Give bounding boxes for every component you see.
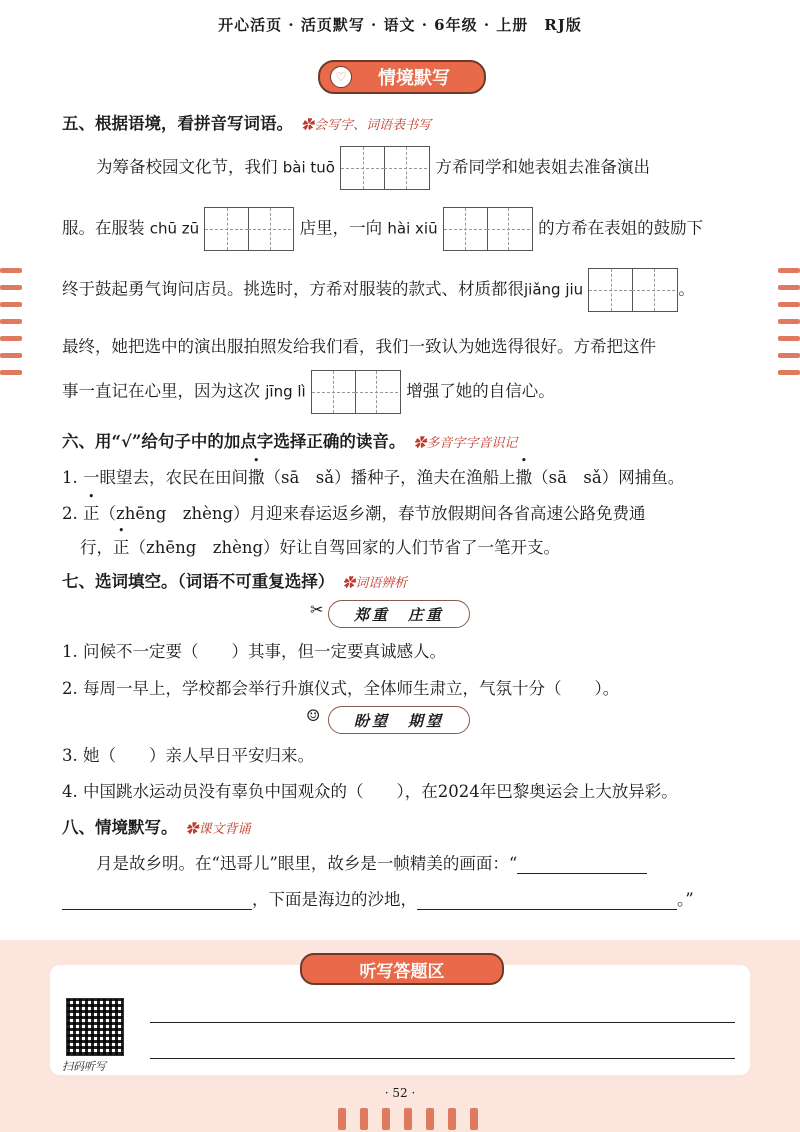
s7-question-1: 1. 问候不一定要（ ）其事，但一定要真诚感人。 xyxy=(62,642,446,661)
s5-line-4: 最终，她把选中的演出服拍照发给我们看，我们一致认为她选得很好。方希把这件 xyxy=(62,337,656,356)
bunny-icon: ☺ xyxy=(306,706,321,725)
qr-label: 扫码听写 xyxy=(62,1060,106,1073)
section-banner: ♡ 情境默写 xyxy=(318,60,486,94)
s7-question-4: 4. 中国跳水运动员没有辜负中国观众的（ ），在2024年巴黎奥运会上大放异彩。 xyxy=(62,782,678,801)
s5-line-2: 服。在服装 chū zū 店里，一向 hài xiū 的方希在表姐的鼓励下 xyxy=(62,207,703,251)
section-8-title: 八、情境默写。 ✿课文背诵 xyxy=(62,818,251,837)
answer-blank[interactable] xyxy=(62,909,252,910)
answer-grid[interactable] xyxy=(340,146,430,190)
left-side-decoration xyxy=(0,268,22,375)
answer-area-banner: 听写答题区 xyxy=(300,953,504,985)
right-side-decoration xyxy=(778,268,800,375)
answer-grid[interactable] xyxy=(588,268,678,312)
s5-line-5: 事一直记在心里，因为这次 jīng lì 增强了她的自信心。 xyxy=(62,370,555,414)
section-5-title: 五、根据语境，看拼音写词语。 ✿会写字、词语表书写 xyxy=(62,114,432,133)
answer-blank[interactable] xyxy=(417,909,677,910)
s7-question-3: 3. 她（ ）亲人早日平安归来。 xyxy=(62,746,314,765)
bow-icon: ✂ xyxy=(310,600,324,619)
s8-line-2: ，下面是海边的沙地， 。” xyxy=(62,886,694,910)
section-6-title: 六、用“√”给句子中的加点字选择正确的读音。 ✿多音字字音识记 xyxy=(62,432,518,451)
answer-blank[interactable] xyxy=(517,873,647,874)
qr-code-icon[interactable] xyxy=(66,998,124,1056)
answer-grid[interactable] xyxy=(204,207,294,251)
s8-line-1: 月是故乡明。在“迅哥儿”眼里，故乡是一帧精美的画面：“ xyxy=(96,850,647,874)
writing-line-2[interactable] xyxy=(150,1058,735,1059)
s6-question-1: 1. 一眼望去，农民在田间撒（sā sǎ）播种子，渔夫在渔船上撒（sā sǎ）网捕鱼。 xyxy=(62,468,685,487)
section-7-title: 七、选词填空。（词语不可重复选择） ✿词语辨析 xyxy=(62,572,408,591)
word-choice-box-1: 郑重 庄重 xyxy=(328,600,470,628)
heart-icon: ♡ xyxy=(330,66,352,88)
s5-line-1: 为筹备校园文化节，我们 bài tuō 方希同学和她表姐去准备演出 xyxy=(96,146,650,190)
answer-grid[interactable] xyxy=(443,207,533,251)
s7-question-2: 2. 每周一早上，学校都会举行升旗仪式，全体师生肃立，气氛十分（ ）。 xyxy=(62,679,620,698)
s6-question-2-cont: 行，正（zhēng zhèng）好让自驾回家的人们节省了一笔开支。 xyxy=(80,538,561,557)
s5-line-3: 终于鼓起勇气询问店员。挑选时，方希对服装的款式、材质都很jiǎng jiu 。 xyxy=(62,268,695,312)
s6-question-2: 2. 正（zhēng zhèng）月迎来春运返乡潮，春节放假期间各省高速公路免费通 xyxy=(62,504,646,523)
page-header: 开心活页 · 活页默写 · 语文 · 6年级 · 上册 RJ版 xyxy=(218,16,582,34)
word-choice-box-2: 盼望 期望 xyxy=(328,706,470,734)
page-number: · 52 · xyxy=(384,1086,416,1100)
answer-grid[interactable] xyxy=(311,370,401,414)
page-bottom-decoration xyxy=(338,1108,478,1130)
writing-line-1[interactable] xyxy=(150,1022,735,1023)
